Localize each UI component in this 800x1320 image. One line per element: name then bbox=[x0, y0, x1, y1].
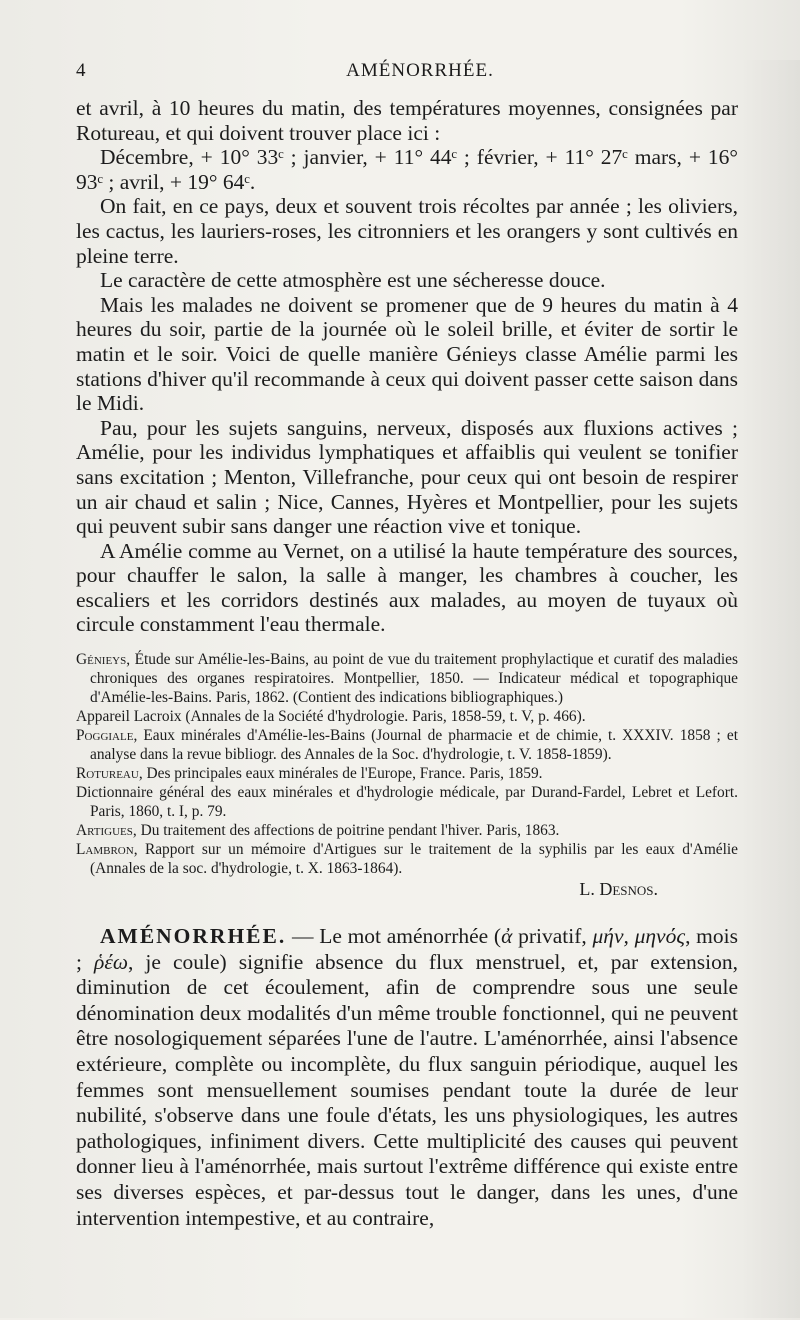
bibliography bbox=[76, 650, 738, 899]
bib-author: Poggiale bbox=[76, 727, 134, 744]
bib-text: , Eaux minérales d'Amélie-les-Bains (Journal de pharmacie et de chimie, t. XXXIV. 1858 ; et analyse dans la revue bibliogr. des Annales de la Soc. d'hydrologie, t. V. 1858-1859). bbox=[90, 727, 738, 763]
paragraph: Décembre, + 10° 33ᶜ ; janvier, + 11° 44ᶜ ; février, + 11° 27ᶜ mars, + 16° 93ᶜ ; avril, + 19° 64ᶜ. bbox=[76, 145, 738, 194]
bib-text: , Des principales eaux minérales de l'Europe, France. Paris, 1859. bbox=[138, 765, 543, 782]
bib-author: Artigues bbox=[76, 822, 133, 839]
greek-term: ἀ bbox=[501, 924, 513, 948]
body-section-1 bbox=[76, 96, 738, 637]
running-header bbox=[76, 60, 782, 84]
paragraph: Le caractère de cette atmosphère est une sécheresse douce. bbox=[100, 268, 606, 293]
bib-entry bbox=[76, 783, 738, 821]
paragraph: et avril, à 10 heures du matin, des températures moyennes, consignées par Rotureau, et qui doivent trouver place ici : bbox=[76, 96, 738, 145]
entry-text: , mois ; bbox=[76, 924, 738, 974]
bib-entry bbox=[76, 650, 738, 707]
paragraph: Mais les malades ne doivent se promener que de 9 heures du matin à 4 heures du soir, partie de la journée où le soleil brille, et éviter de sortir le matin et le soir. Voici de quelle manière Génieys classe Amélie parmi les stations d'hiver qu'il recommande à ceux qui doivent passer cette saison dans le Midi. bbox=[76, 292, 738, 416]
bib-text: Appareil Lacroix (Annales de la Société d'hydrologie. Paris, 1858-59, t. V, p. 466). bbox=[76, 708, 586, 725]
bib-entry bbox=[76, 840, 738, 878]
paragraph: A Amélie comme au Vernet, on a utilisé la haute température des sources, pour chauffer le salon, la salle à manger, les chambres à coucher, les escaliers et les corridors destinés aux malades, au moyen de tuyaux où circule constamment l'eau thermale. bbox=[76, 538, 738, 637]
entry-headword: AMÉNORRHÉE. bbox=[100, 924, 287, 948]
page-number: 4 bbox=[76, 60, 86, 81]
bib-text: , Du traitement des affections de poitrine pendant l'hiver. Paris, 1863. bbox=[132, 822, 560, 839]
bib-entry bbox=[76, 821, 738, 840]
running-title: AMÉNORRHÉE. bbox=[346, 60, 494, 81]
bib-author: Rotureau bbox=[76, 765, 139, 782]
body-section-2 bbox=[76, 924, 738, 1231]
bib-entry bbox=[76, 707, 738, 726]
bib-text: , Étude sur Amélie-les-Bains, au point de vue du traitement prophylactique et curatif des maladies chroniques des organes respiratoires. Montpellier, 1850. — Indicateur médical et topographique d'Amélie-les-Bains. Paris, 1862. (Contient des indications bibliographiques.) bbox=[90, 651, 738, 706]
paragraph: On fait, en ce pays, deux et souvent trois récoltes par année ; les oliviers, les cactus, les lauriers-roses, les citronniers et les orangers y sont cultivés en pleine terre. bbox=[76, 194, 738, 268]
entry-text: privatif, bbox=[512, 924, 593, 948]
bib-text: Dictionnaire général des eaux minérales et d'hydrologie médicale, par Durand-Fardel, Lebret et Lefort. Paris, 1860, t. I, p. 79. bbox=[76, 784, 738, 820]
greek-term: μήν, μηνός bbox=[592, 924, 686, 948]
bib-entry bbox=[76, 726, 738, 764]
page-edge-shadow bbox=[740, 60, 800, 1320]
bib-author: Génieys bbox=[76, 651, 127, 668]
bib-text: , Rapport sur un mémoire d'Artigues sur le traitement de la syphilis par les eaux d'Amélie (Annales de la soc. d'hydrologie, t. X. 1863-1864). bbox=[90, 841, 738, 877]
author-signature: L. Desnos. bbox=[579, 879, 658, 899]
bib-author: Lambron bbox=[76, 841, 134, 858]
bib-entry bbox=[76, 764, 738, 783]
paragraph: Pau, pour les sujets sanguins, nerveux, disposés aux fluxions actives ; Amélie, pour les individus lymphatiques et affaiblis qui veulent se tonifier sans excitation ; Menton, Villefranche, pour ceux qui ont besoin de respirer un air chaud et salin ; Nice, Cannes, Hyères et Montpellier, pour les sujets qui peuvent subir sans danger une réaction vive et tonique. bbox=[76, 415, 738, 539]
entry-text: , je coule) signifie absence du flux menstruel, et, par extension, diminution de cet écoulement, afin de comprendre sous une seule dénomination deux modalités d'un même trouble fonctionnel, qui ne peuvent être nosologiquement séparées l'une de l'autre. L'aménorrhée, ainsi l'absence extérieure, complète ou incomplète, du flux sanguin périodique, auquel les femmes sont mensuellement soumises pendant toute la durée de leur nubilité, s'observe dans une foule d'états, les uns physiologiques, les autres pathologiques, infiniment divers. Cette multiplicité des causes qui peuvent donner lieu à l'aménorrhée, mais surtout l'extrême différence qui existe entre ses diverses espèces, et par-dessus tout le danger, dans les unes, d'une intervention intempestive, et au contraire, bbox=[76, 949, 739, 1230]
entry-text: — Le mot aménorrhée ( bbox=[286, 924, 502, 948]
entry-paragraph bbox=[76, 924, 738, 1231]
greek-term: ῥέω bbox=[94, 949, 129, 974]
